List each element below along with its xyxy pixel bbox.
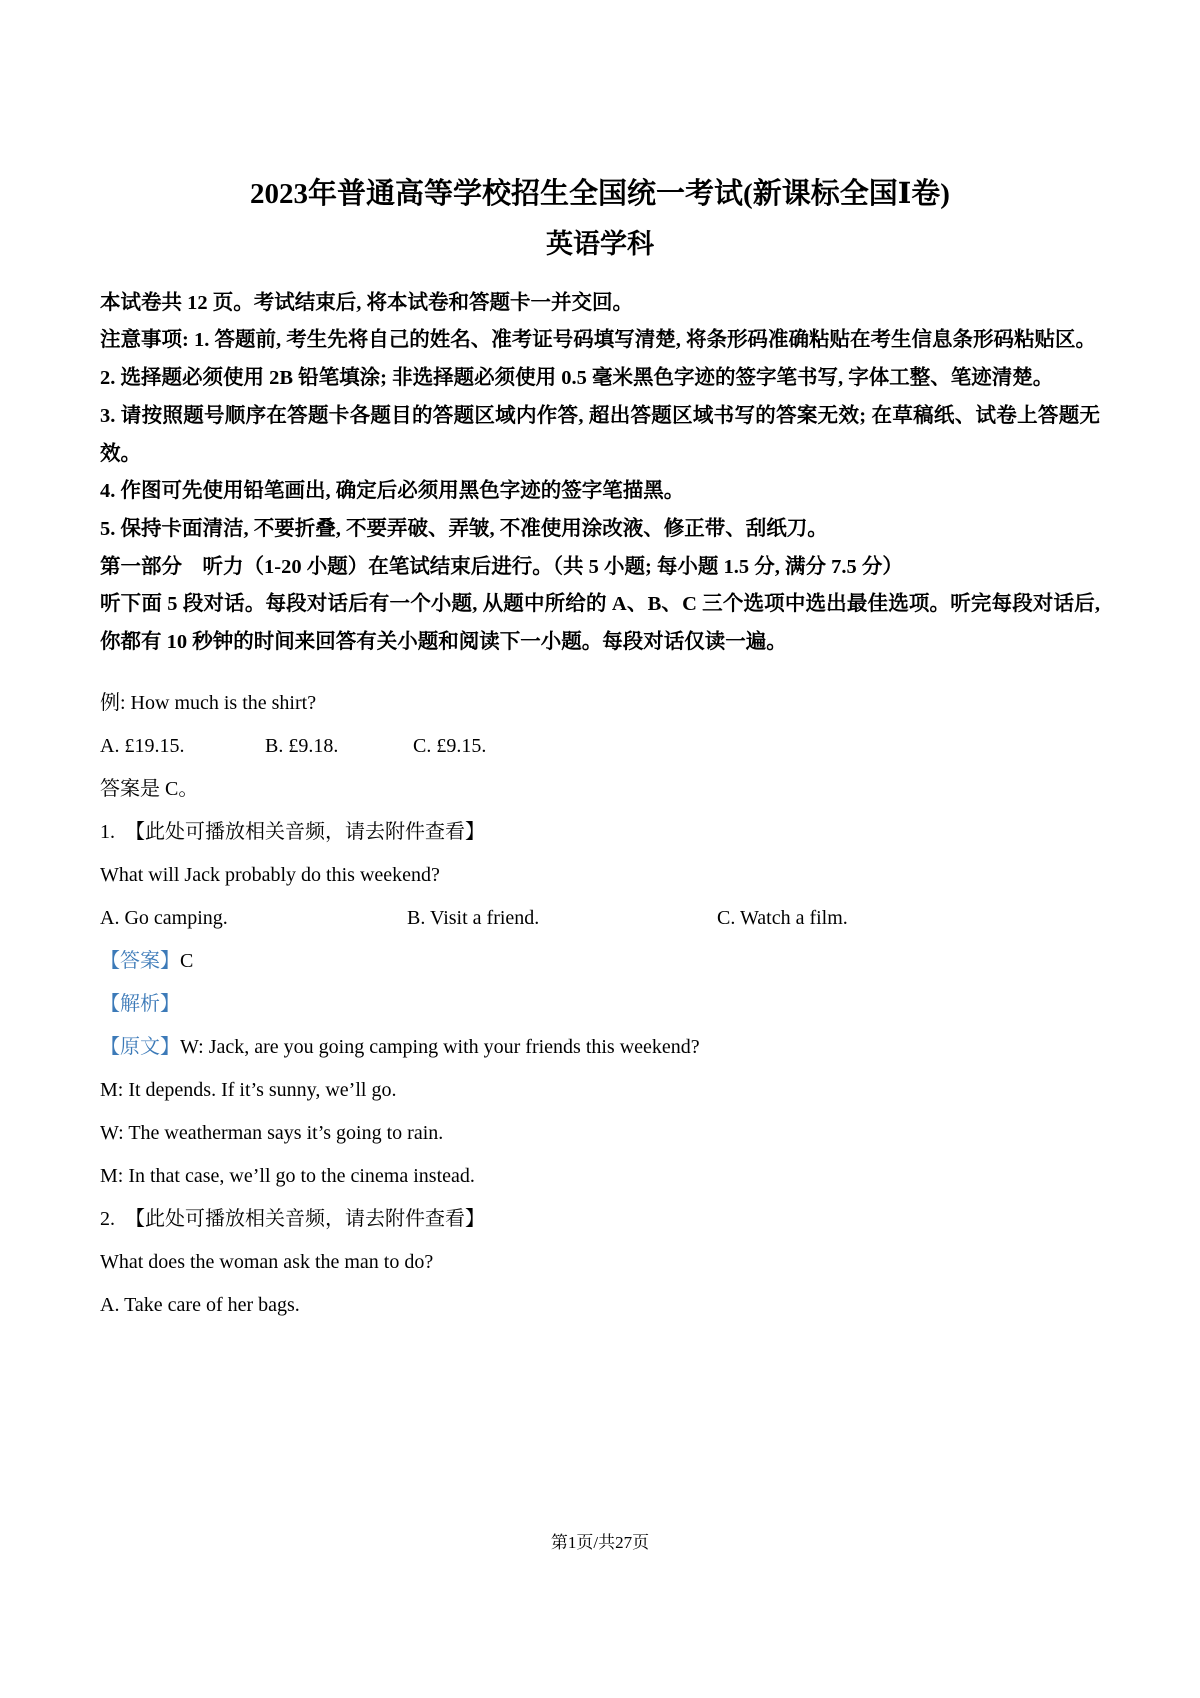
- q2-question: What does the woman ask the man to do?: [100, 1250, 434, 1273]
- analysis-label: 【解析】: [100, 992, 180, 1015]
- example-option-a: A. £19.15.: [100, 734, 185, 757]
- q2-audio-placeholder: 2. 【此处可播放相关音频，请去附件查看】: [100, 1207, 485, 1230]
- notice-line-4: 4. 作图可先使用铅笔画出, 确定后必须用黑色字迹的签字笔描黑。: [100, 480, 685, 503]
- q1-transcript-line-0: [100, 1034, 1100, 1061]
- q1-audio-placeholder: 1. 【此处可播放相关音频，请去附件查看】: [100, 820, 485, 843]
- example-options: [100, 733, 1100, 760]
- q2-option-a: A. Take care of her bags.: [100, 1293, 300, 1316]
- section-one-directions: 听下面 5 段对话。每段对话后有一个小题, 从题中所给的 A、B、C 三个选项中选出最佳选项。听完每段对话后, 你都有 10 秒钟的时间来回答有关小题和阅读下一小题。每段对话仅读一遍。: [100, 593, 1100, 654]
- answer-label: 【答案】: [100, 949, 180, 972]
- q1-analysis-line: [100, 991, 1100, 1018]
- transcript-label: 【原文】: [100, 1035, 180, 1058]
- q1-transcript-line-3: M: In that case, we’ll go to the cinema instead.: [100, 1164, 475, 1187]
- section-one-heading: 第一部分 听力（1-20 小题）在笔试结束后进行。（共 5 小题; 每小题 1.5 分, 满分 7.5 分）: [100, 555, 903, 578]
- notice-line-return: 本试卷共 12 页。考试结束后, 将本试卷和答题卡一并交回。: [100, 291, 633, 314]
- notice-block: [100, 285, 1100, 662]
- page-number-footer: 第1页/共27页: [550, 1533, 650, 1552]
- q1-question: What will Jack probably do this weekend?: [100, 863, 440, 886]
- page-subtitle: 英语学科: [546, 229, 654, 260]
- q1-answer-line: [100, 948, 1100, 975]
- example-prompt: 例: How much is the shirt?: [100, 691, 317, 714]
- q1-transcript-line-1: M: It depends. If it’s sunny, we’ll go.: [100, 1078, 397, 1101]
- page-content: [0, 176, 1200, 1319]
- q1-option-b: B. Visit a friend.: [407, 906, 540, 929]
- q1-transcript-line-2: W: The weatherman says it’s going to rain.: [100, 1121, 444, 1144]
- q1-option-a: A. Go camping.: [100, 906, 228, 929]
- q1-options: [100, 905, 1100, 932]
- notice-line-3: 3. 请按照题号顺序在答题卡各题目的答题区域内作答, 超出答题区域书写的答案无效; 在草稿纸、试卷上答题无效。: [100, 404, 1100, 465]
- q1-option-c: C. Watch a film.: [717, 906, 848, 929]
- notice-line-2: 2. 选择题必须使用 2B 铅笔填涂; 非选择题必须使用 0.5 毫米黑色字迹的签字笔书写, 字体工整、笔迹清楚。: [100, 367, 1054, 390]
- transcript-text: W: Jack, are you going camping with your friends this weekend?: [180, 1035, 700, 1058]
- notice-line-5: 5. 保持卡面清洁, 不要折叠, 不要弄破、弄皱, 不准使用涂改液、修正带、刮纸刀。: [100, 517, 828, 540]
- example-option-c: C. £9.15.: [413, 734, 487, 757]
- notice-line-1: 注意事项: 1. 答题前, 考生先将自己的姓名、准考证号码填写清楚, 将条形码准确粘贴在考生信息条形码粘贴区。: [100, 329, 1096, 352]
- page-title: 2023年普通高等学校招生全国统一考试(新课标全国Ⅰ卷): [250, 178, 950, 210]
- example-answer-line: 答案是 C。: [100, 777, 199, 800]
- answer-value: C: [180, 949, 194, 972]
- questions-block: [100, 690, 1100, 1319]
- example-option-b: B. £9.18.: [265, 734, 339, 757]
